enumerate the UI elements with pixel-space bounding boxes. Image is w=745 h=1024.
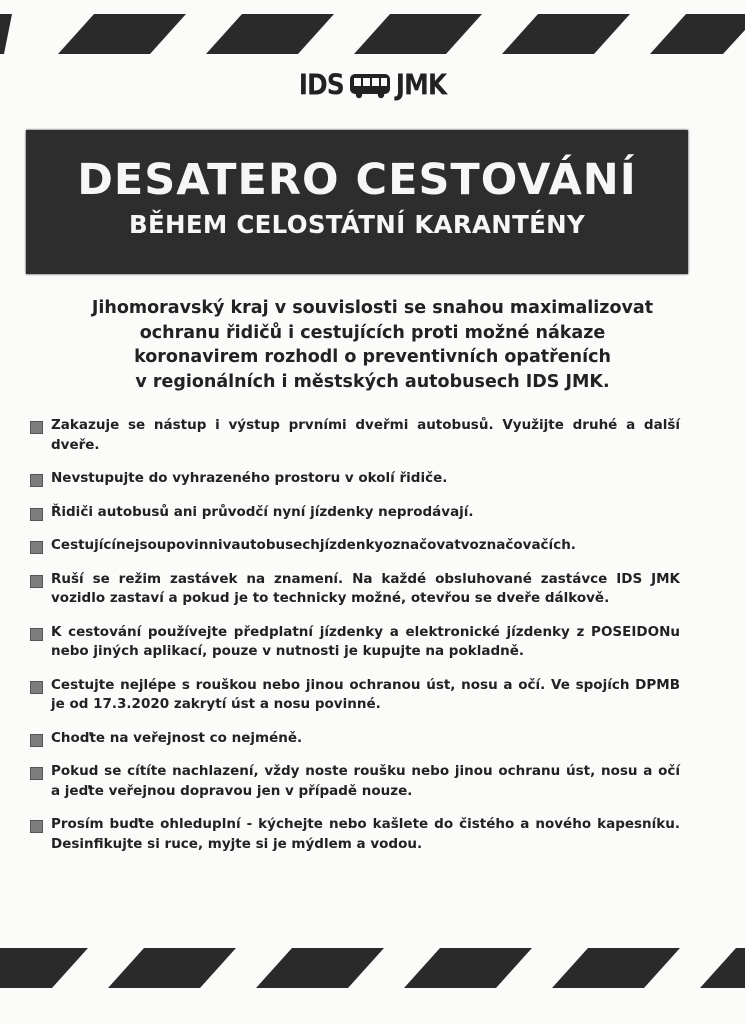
list-item: [30, 536, 680, 556]
bottom-stripe-border: [0, 942, 745, 1004]
list-item: [30, 676, 680, 715]
square-bullet-icon: [30, 628, 43, 641]
square-bullet-icon: [30, 421, 43, 434]
rule-text: Ruší se režim zastávek na znamení. Na každé obsluhované zastávce IDS JMK vozidlo zastaví a pokud je to technicky možné, otevřou se dveře dálkově.: [51, 570, 680, 606]
rule-text: Řidiči autobusů ani průvodčí nyní jízdenky neprodávají.: [51, 503, 474, 520]
square-bullet-icon: [30, 681, 43, 694]
rule-text: K cestování používejte předplatní jízdenky a elektronické jízdenky z POSEIDONu nebo jiných aplikací, pouze v nutnosti je kupujte na pokladně.: [51, 623, 680, 659]
list-item: [30, 469, 680, 489]
rule-text: Zakazuje se nástup i výstup prvními dveřmi autobusů. Využijte druhé a další dveře.: [51, 417, 680, 453]
banner-title: DESATERO CESTOVÁNÍ: [77, 155, 637, 205]
list-item: [30, 815, 680, 854]
square-bullet-icon: [30, 474, 43, 487]
top-stripe-border: [0, 0, 745, 62]
square-bullet-icon: [30, 820, 43, 833]
banner-subtitle: BĚHEM CELOSTÁTNÍ KARANTÉNY: [129, 210, 585, 239]
bus-icon: [348, 71, 392, 99]
rule-text: Cestujte nejlépe s rouškou nebo jinou ochranou úst, nosu a očí. Ve spojích DPMB je od 17.3.2020 zakrytí úst a nosu povinné.: [51, 676, 680, 712]
title-banner: [26, 130, 688, 274]
rules-list: [30, 416, 680, 868]
intro-line: Jihomoravský kraj v souvislosti se snahou maximalizovat: [91, 298, 654, 318]
intro-line: koronavirem rozhodl o preventivních opatřeních: [134, 347, 611, 367]
logo-left-text: IDS: [298, 67, 344, 102]
logo-right-text: JMK: [395, 67, 447, 102]
square-bullet-icon: [30, 734, 43, 747]
top-stripes-graphic: [0, 0, 745, 62]
list-item: [30, 570, 680, 609]
square-bullet-icon: [30, 767, 43, 780]
rule-text: Nevstupujte do vyhrazeného prostoru v okolí řidiče.: [51, 470, 448, 486]
rule-text: Cestujícínejsoupovinnivautobusechjízdenkyoznačovatvoznačovačích.: [51, 537, 576, 553]
intro-line: ochranu řidičů i cestujících proti možné nákaze: [139, 322, 606, 343]
list-item: [30, 503, 680, 523]
square-bullet-icon: [30, 508, 43, 521]
list-item: [30, 416, 680, 455]
ids-jmk-logo: [0, 67, 745, 102]
list-item: [30, 762, 680, 801]
rule-text: Pokud se cítíte nachlazení, vždy noste roušku nebo jinou ochranu úst, nosu a očí a jeďte veřejnou dopravou jen v případě nouze.: [51, 763, 680, 799]
square-bullet-icon: [30, 541, 43, 554]
list-item: [30, 729, 680, 749]
intro-line: v regionálních i městských autobusech IDS JMK.: [135, 371, 610, 392]
intro-paragraph: [0, 296, 745, 394]
rule-text: Prosím buďte ohleduplní - kýchejte nebo kašlete do čistého a nového kapesníku. Desinfikujte si ruce, myjte si je mýdlem a vodou.: [51, 816, 680, 852]
bottom-stripes-graphic: [0, 942, 745, 1004]
list-item: [30, 623, 680, 662]
square-bullet-icon: [30, 575, 43, 588]
rule-text: Choďte na veřejnost co nejméně.: [51, 729, 303, 746]
